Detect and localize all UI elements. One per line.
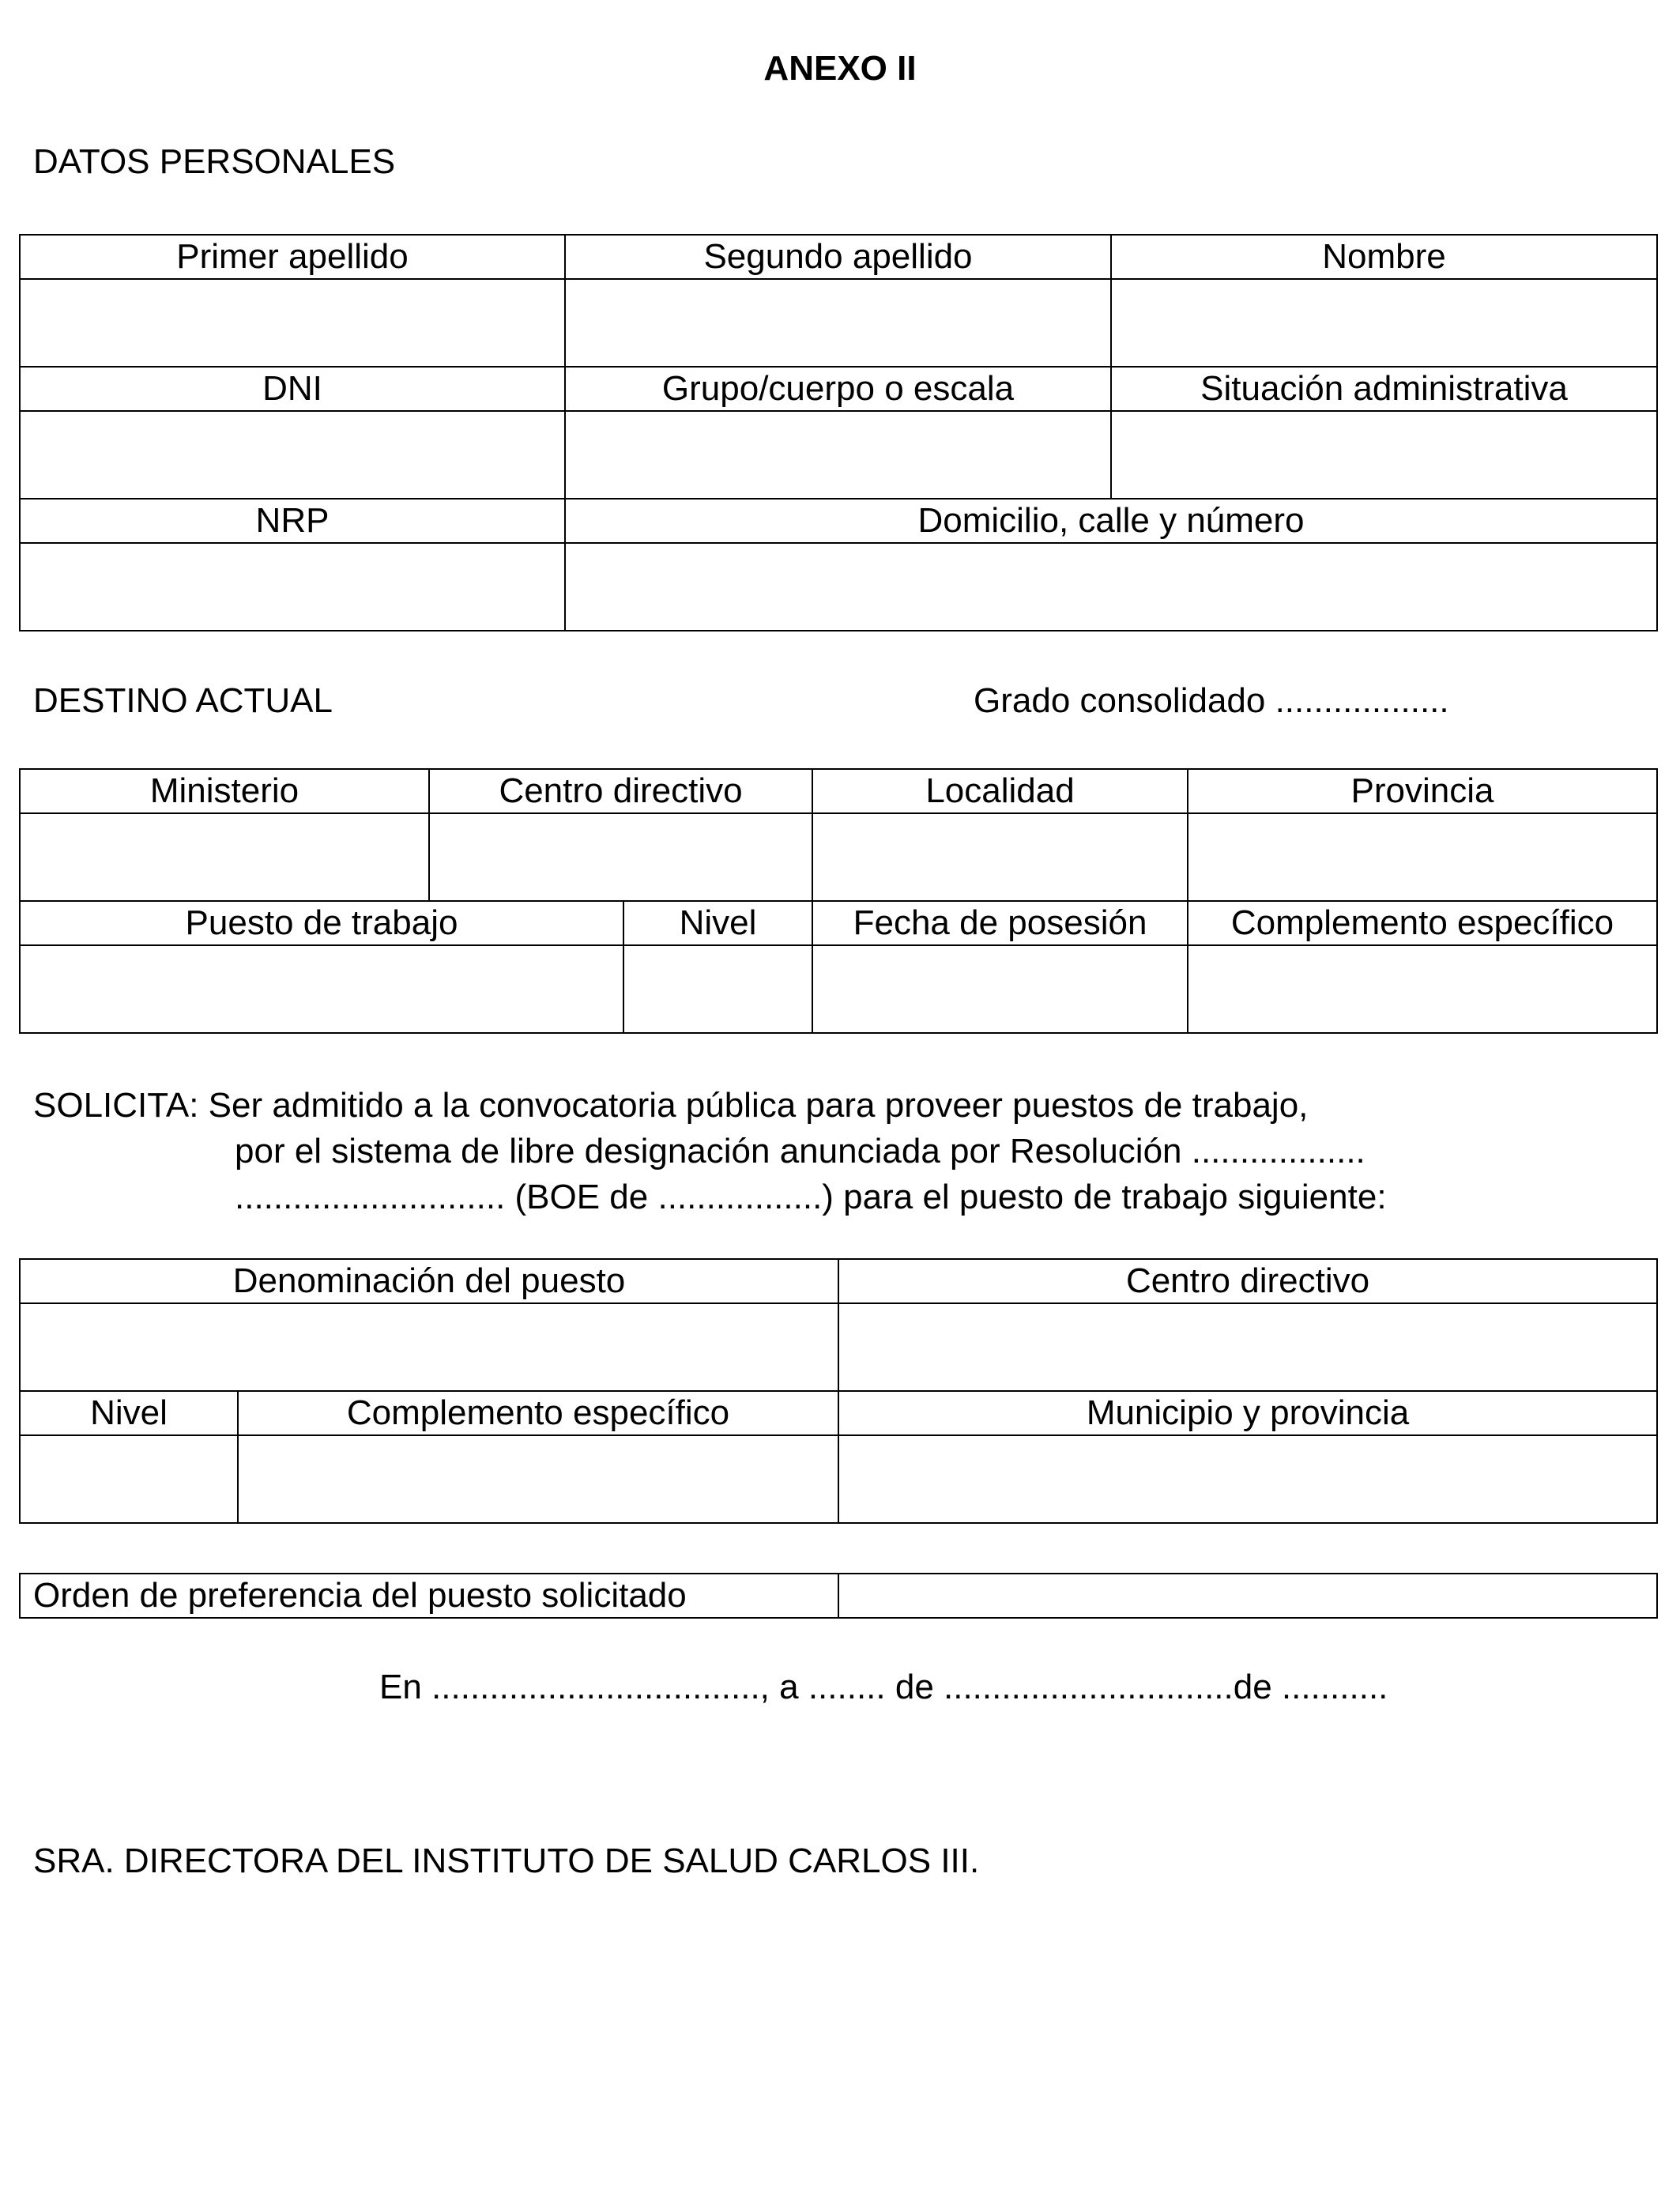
field-nivel[interactable]: [623, 945, 812, 1033]
label-nivel-solicitado: Nivel: [20, 1391, 238, 1435]
field-localidad[interactable]: [812, 813, 1188, 901]
field-situacion-administrativa[interactable]: [1111, 411, 1657, 499]
field-centro-directivo-solicitado[interactable]: [838, 1303, 1657, 1391]
section-datos-personales: DATOS PERSONALES: [33, 142, 396, 181]
label-fecha-de-posesion: Fecha de posesión: [812, 901, 1188, 945]
field-grupo-cuerpo-escala[interactable]: [565, 411, 1111, 499]
solicita-line-1: SOLICITA: Ser admitido a la convocatoria pública para proveer puestos de trabajo,: [33, 1086, 1309, 1125]
field-primer-apellido[interactable]: [20, 279, 565, 367]
field-puesto-de-trabajo[interactable]: [20, 945, 623, 1033]
label-provincia: Provincia: [1188, 769, 1657, 813]
label-situacion-administrativa: Situación administrativa: [1111, 367, 1657, 411]
solicita-line-2: por el sistema de libre designación anunciada por Resolución ..................: [235, 1132, 1365, 1171]
field-complemento-especifico[interactable]: [1188, 945, 1657, 1033]
page-title: ANEXO II: [763, 49, 917, 88]
field-centro-directivo[interactable]: [429, 813, 812, 901]
field-nrp[interactable]: [20, 543, 565, 631]
section-destino-actual: DESTINO ACTUAL: [33, 681, 333, 720]
field-provincia[interactable]: [1188, 813, 1657, 901]
label-complemento-especifico: Complemento específico: [1188, 901, 1657, 945]
label-orden-preferencia: Orden de preferencia del puesto solicitado: [20, 1574, 838, 1618]
field-dni[interactable]: [20, 411, 565, 499]
field-segundo-apellido[interactable]: [565, 279, 1111, 367]
destinatario: SRA. DIRECTORA DEL INSTITUTO DE SALUD CARLOS III.: [33, 1842, 980, 1880]
label-segundo-apellido: Segundo apellido: [565, 235, 1111, 279]
field-nombre[interactable]: [1111, 279, 1657, 367]
datos-personales-table: [19, 234, 1658, 631]
field-complemento-especifico-solicitado[interactable]: [238, 1435, 838, 1523]
orden-preferencia-table: [19, 1573, 1658, 1619]
field-orden-preferencia[interactable]: [838, 1574, 1657, 1618]
grado-consolidado: Grado consolidado ..................: [974, 681, 1449, 720]
field-ministerio[interactable]: [20, 813, 429, 901]
label-localidad: Localidad: [812, 769, 1188, 813]
label-primer-apellido: Primer apellido: [20, 235, 565, 279]
label-denominacion-del-puesto: Denominación del puesto: [20, 1259, 838, 1303]
label-complemento-especifico-solicitado: Complemento específico: [238, 1391, 838, 1435]
label-nivel: Nivel: [623, 901, 812, 945]
field-denominacion-del-puesto[interactable]: [20, 1303, 838, 1391]
destino-actual-table: [19, 768, 1658, 1034]
field-domicilio[interactable]: [565, 543, 1657, 631]
label-municipio-y-provincia: Municipio y provincia: [838, 1391, 1657, 1435]
solicita-line-3: ............................ (BOE de .................) para el puesto de trabajo siguiente:: [235, 1178, 1387, 1216]
label-ministerio: Ministerio: [20, 769, 429, 813]
solicita-paragraph: [33, 1083, 1387, 1220]
label-domicilio: Domicilio, calle y número: [565, 499, 1657, 543]
label-nombre: Nombre: [1111, 235, 1657, 279]
field-municipio-y-provincia[interactable]: [838, 1435, 1657, 1523]
field-nivel-solicitado[interactable]: [20, 1435, 238, 1523]
label-centro-directivo-solicitado: Centro directivo: [838, 1259, 1657, 1303]
label-centro-directivo: Centro directivo: [429, 769, 812, 813]
field-fecha-de-posesion[interactable]: [812, 945, 1188, 1033]
label-puesto-de-trabajo: Puesto de trabajo: [20, 901, 623, 945]
fecha-lugar-line: En .................................., a ........ de ..............................de ...........: [379, 1668, 1388, 1706]
label-grupo-cuerpo-escala: Grupo/cuerpo o escala: [565, 367, 1111, 411]
label-nrp: NRP: [20, 499, 565, 543]
puesto-solicitado-table: [19, 1258, 1658, 1524]
label-dni: DNI: [20, 367, 565, 411]
